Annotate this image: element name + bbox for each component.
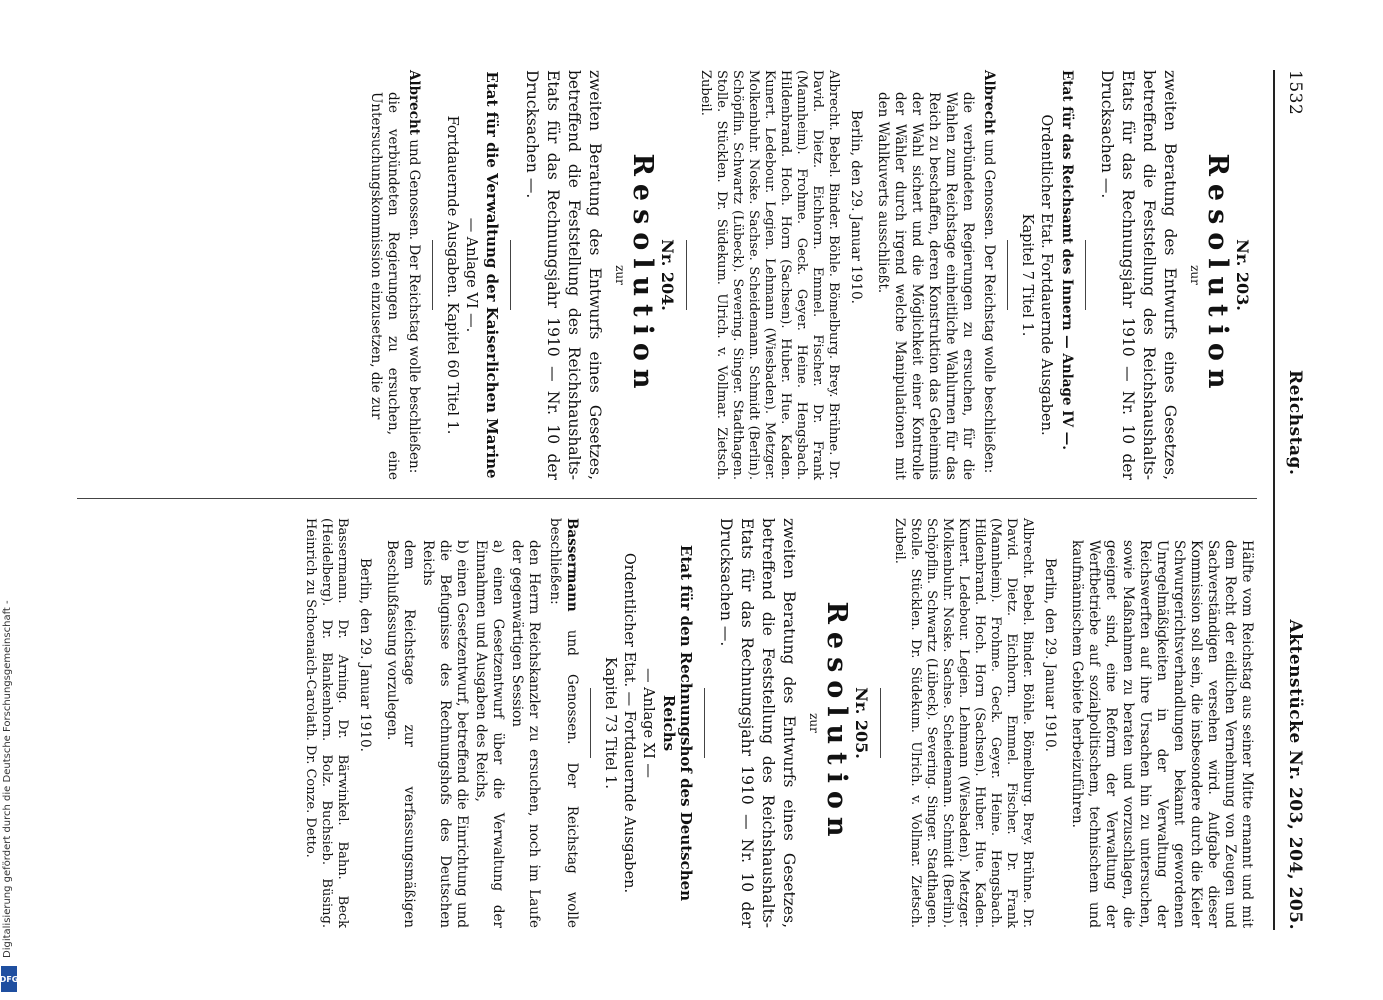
page-number: 1532 [1285, 70, 1305, 116]
right-column [292, 518, 1257, 928]
etat-title: Etat für die Verwaltung der Kaiserlichen Marine [483, 71, 501, 479]
separator-rule [1007, 240, 1008, 310]
date-line: Berlin, den 29. Januar 1910. [848, 110, 864, 304]
zur-text: zur [613, 265, 627, 285]
motion-body: die verbündeten Regierungen zu ersuchen, eine Untersuchungskommission einzusetzen, die zur [368, 92, 401, 480]
lead-text: zweiten Beratung des Entwurfs eines Gesetzes, betreffend die Feststellung des Reichshaushalts-Etats für das Rechnungsjahr 1910 — Nr. 10 der Drucksachen —. [1098, 70, 1179, 480]
separator-rule [432, 240, 433, 310]
motion-intro: Bassermann und Genossen. Der Reichstag wolle beschließen: [547, 518, 580, 928]
lead-text: zweiten Beratung des Entwurfs eines Gesetzes, betreffend die Feststellung des Reichshaushalts-Etats für das Rechnungsjahr 1910 — Nr. 10 der Drucksachen —. [523, 70, 604, 480]
column-divider [77, 498, 1257, 499]
resolution-heading: Resolution [627, 153, 658, 397]
mover-name: Albrecht [406, 70, 422, 136]
header-rule [1273, 70, 1275, 930]
section-separator [686, 240, 687, 310]
etat-subtitle: Ordentlicher Etat. Fortdauernde Ausgaben. [1038, 114, 1054, 436]
resolution-205 [302, 518, 870, 928]
etat-anlage: — Anlage VI —. [463, 217, 479, 333]
motion-body: die verbündeten Regierungen zu ersuchen, für die Wahlen zum Reichstage einheitliche Wahlurnen für das Reich zu beschaffen, deren Konstruktion das Geheimnis der Wahl sichert und die Möglichkeit einer Kontrolle der Wähler durch irgend welche Manipulationen mit den Wahlkuverts ausschließt. [875, 92, 976, 480]
etat-kapitel: Kapitel 73 Titel 1. [602, 657, 618, 789]
separator-rule [590, 688, 591, 758]
document-number: Nr. 205. [852, 687, 871, 759]
date-line: Berlin, den 29. Januar 1910. [357, 558, 373, 752]
separator-rule [1085, 240, 1086, 310]
motion-body: den Herrn Reichskanzler zu ersuchen, noch im Laufe der gegenwärtigen Session [509, 540, 542, 928]
resolution-204 [367, 70, 676, 480]
resolution-203 [697, 70, 1251, 480]
mover-name: Albrecht [981, 70, 997, 136]
header-title: Reichstag. [1285, 370, 1305, 476]
document-number: Nr. 203. [1233, 239, 1252, 311]
page-content [65, 70, 1305, 930]
resolution-heading: Resolution [821, 601, 852, 845]
etat-kapitel: Kapitel 7 Titel 1. [1019, 213, 1035, 337]
running-head [1277, 70, 1305, 930]
etat-title: Etat für das Reichsamt des Innern — Anlage IV —. [1059, 70, 1075, 450]
motion-intro: Albrecht und Genossen. Der Reichstag wolle beschließen: [981, 70, 997, 474]
document-number: Nr. 204. [658, 239, 677, 311]
separator-rule [510, 240, 511, 310]
motion-continuation: Hälfte vom Reichstag aus seiner Mitte ernannt und mit dem Recht der eidlichen Vernehmung von Zeugen und Sachverständigen versehen wird. Aufgabe dieser Kommission soll sein, die insbesondere durch die Kieler Schwurgerichtsverhandlungen bekannt gewordenen Unregelmäßigkeiten in der Verwaltung der Reichswerften auf ihre Ursachen hin zu untersuchen, sowie Maßnahmen zu beraten und vorzuschlagen, die geeignet sind, eine Reform der Verwaltung der Werftbetriebe auf sozialpolitischem, technischem und kaufmännischem Gebiete herbeizuführen. [1069, 540, 1255, 928]
motion-closing: dem Reichstage zur verfassungsmäßigen Beschlußfassung vorzulegen. [384, 540, 417, 928]
motion-item-b: b) einen Gesetzentwurf, betreffend die Einrichtung und die Befugnisse des Rechnungshofs des Deutschen Reichs [420, 540, 470, 928]
zur-text: zur [1188, 265, 1202, 285]
signatures: Bassermann. Dr. Arning. Dr. Bärwinkel. Bahn. Beck (Heidelberg). Dr. Blankenhorn. Bolz. Buchsieb. Büsing. Heinrich zu Schoenaich-Carolath. Dr. Conze. Detto. [303, 518, 350, 928]
section-separator [880, 688, 881, 758]
etat-anlage: — Anlage XI — [640, 668, 656, 778]
digitization-credit-text: Digitalisierung gefördert durch die Deutsche Forschungsgemeinschaft - [2, 600, 13, 958]
lead-text: zweiten Beratung des Entwurfs eines Gesetzes, betreffend die Feststellung des Reichshaushalts-Etats für das Rechnungsjahr 1910 — Nr. 10 der Drucksachen —. [717, 518, 798, 928]
motion-item-a: a) einen Gesetzentwurf über die Verwaltung der Einnahmen und Ausgaben des Reichs, [473, 540, 506, 928]
etat-title: Etat für den Rechnungshof des Deutschen Reichs [660, 544, 695, 902]
left-column [365, 70, 1257, 480]
separator-rule [704, 688, 705, 758]
signatures: Albrecht. Bebel. Binder. Böhle. Bömelburg. Brey. Brühne. Dr. David. Dietz. Eichhorn. Emmel. Fischer. Dr. Frank (Mannheim). Frohme. Geck. Geyer. Heine. Hengsbach. Hildenbrand. Hoch. Horn (Sachsen). Huber. Hue. Kaden. Kunert. Ledebour. Legien. Lehmann (Wiesbaden). Metzger. Molkenbuhr. Noske. Sachse. Scheidemann. Schmidt (Berlin). Schöpflin. Schwartz (Lübeck). Severing. Singer. Stadthagen. Stolle. Stücklen. Dr. Südekum. Ulrich. v. Vollmar. Zietsch. Zubeil. [698, 70, 841, 480]
etat-subtitle: Fortdauernde Ausgaben. Kapitel 60 Titel 1. [444, 115, 460, 435]
motion-intro: Albrecht und Genossen. Der Reichstag wolle beschließen: [406, 70, 422, 474]
resolution-heading: Resolution [1202, 153, 1233, 397]
signatures: Albrecht. Bebel. Binder. Böhle. Bömelburg. Brey. Brühne. Dr. David. Dietz. Eichhorn. Emmel. Fischer. Dr. Frank (Mannheim). Frohme. Geck. Geyer. Heine. Hengsbach. Hildenbrand. Hoch. Horn (Sachsen). Huber. Hue. Kaden. Kunert. Ledebour. Legien. Lehmann (Wiesbaden). Metzger. Molkenbuhr. Noske. Sachse. Scheidemann. Schmidt (Berlin). Schöpflin. Schwartz (Lübeck). Severing. Singer. Stadthagen. Stolle. Stücklen. Dr. Südekum. Ulrich. v. Vollmar. Zietsch. Zubeil. [892, 518, 1035, 928]
digitization-credit [0, 0, 20, 1000]
header-document-numbers: Aktenstücke Nr. 203, 204, 205. [1285, 619, 1305, 930]
zur-text: zur [807, 713, 821, 733]
mover-name: Bassermann [564, 518, 580, 612]
date-line: Berlin, den 29. Januar 1910. [1042, 558, 1058, 752]
dfg-logo: DFG [1, 966, 17, 992]
etat-subtitle: Ordentlicher Etat. — Fortdauernde Ausgaben. [621, 552, 637, 894]
